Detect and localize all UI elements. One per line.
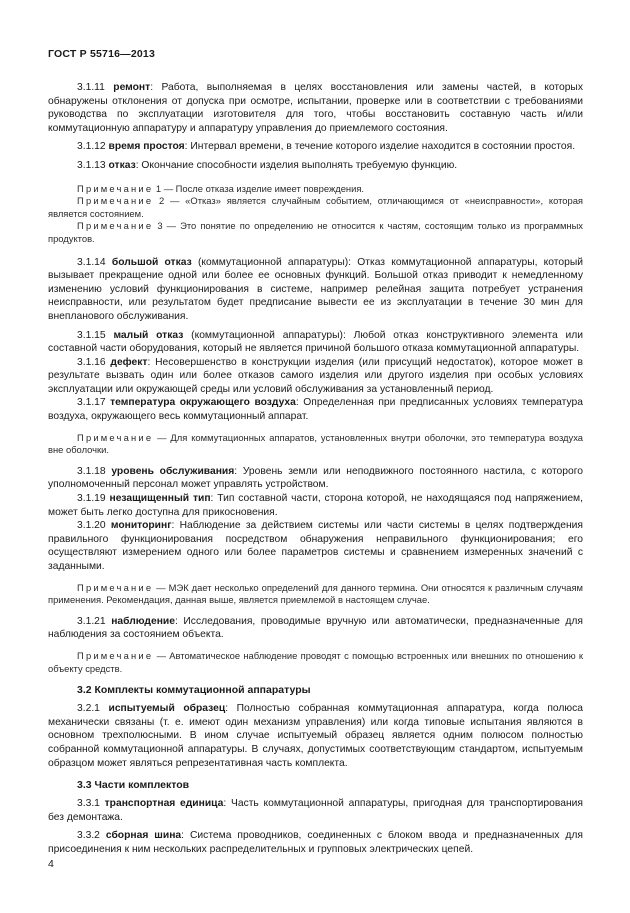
clause-number: 3.1.13 [77, 159, 109, 171]
clause-number: 3.1.18 [77, 465, 112, 477]
page-number: 4 [48, 858, 54, 870]
term: время простоя [108, 141, 185, 153]
definition: : Уровень земли или неподвижного постоянного настила, с которого уполномоченный персонал может управлять устройством. [48, 465, 583, 491]
term: сборная шина [105, 830, 182, 842]
term: мониторинг [110, 520, 172, 532]
clause-number: 3.1.16 [77, 356, 111, 368]
note-label: Примечание [77, 220, 154, 232]
document-body [48, 81, 583, 857]
definition: : Несовершенство в конструкции изделия (или присущий недостаток), которое может в результате вызвать один или более отказов самого изделия или другого изделия при особых условиях эксплуатации или окружающей среды или условий обслуживания за установленный период. [48, 356, 583, 395]
clause-3-1-19 [48, 492, 583, 519]
clause-3-3-1 [48, 797, 583, 824]
term: незащищенный тип [109, 493, 211, 505]
clause-3-1-18 [48, 465, 583, 492]
clause-number: 3.1.11 [77, 82, 114, 93]
note-text: — Для коммутационных аппаратов, установленных внутри оболочки, это температура воздуха вне оболочки. [48, 431, 583, 456]
note-label: Примечание [77, 182, 154, 194]
definition: : Интервал времени, в течение которого изделие находится в состоянии простоя. [184, 141, 576, 153]
definition: : Наблюдение за действием системы или части системы в целях подтверждения правильного функционирования посредством обнаружения неправильного функционирования; его осуществляют измерением одного или более параметров системы и сравнением измеренных значений с заданными. [48, 520, 583, 572]
note-2 [48, 195, 583, 220]
section-heading-3-2: 3.2 Комплекты коммутационной аппаратуры [77, 684, 311, 697]
note-1 [48, 183, 583, 196]
clause-number: 3.2.1 [77, 703, 109, 715]
clause-3-1-13 [48, 159, 583, 173]
term: транспортная единица [104, 798, 224, 810]
note-text: 3 — Это понятие по определению не относится к частям, состоящим только из программных продуктов. [48, 220, 583, 244]
term: температура окружающего воздуха [110, 397, 296, 409]
definition: (коммутационной аппаратуры): Отказ коммутационной аппаратуры, который вызывает прекращение одной или более ее основных функций. Большой отказ приводит к немедленному изменению условий функционирования в системе, например релейная защита потребует устранения неисправности, или результатом будет предписание вывести ее из эксплуатации в течение 30 мин для внепланового обслуживания. [48, 256, 583, 322]
term: малый отказ [113, 329, 184, 341]
note-text: — МЭК дает несколько определений для данного термина. Они относятся к различным случаям применения. Рекомендация, данная выше, является приемлемой в настоящем случае. [48, 581, 583, 606]
term: испытуемый образец [108, 703, 226, 715]
note-text: 1 — После отказа изделие имеет повреждения. [153, 182, 365, 194]
note-label: Примечание [77, 649, 154, 661]
section-heading-3-3: 3.3 Части комплектов [77, 779, 190, 792]
clause-3-1-14 [48, 256, 583, 324]
definition: : Исследования, проводимые вручную или автоматически, предназначенные для наблюдения за состоянием объекта. [48, 615, 583, 641]
definition: : Часть коммутационной аппаратуры, пригодная для транспортирования без демонтажа. [48, 798, 583, 823]
clause-3-2-1 [48, 702, 583, 770]
note-ambient [48, 432, 583, 457]
note-text: — Автоматическое наблюдение проводят с помощью встроенных или внешних по отношению к объекту средств. [48, 649, 583, 674]
note-label: Примечание [77, 195, 154, 207]
term: наблюдение [111, 615, 175, 627]
clause-number: 3.1.19 [77, 493, 110, 505]
definition: (коммутационной аппаратуры): Любой отказ конструктивного элемента или составной части оборудования, который не является причиной большого отказа коммутационной аппаратуры. [48, 329, 583, 355]
clause-3-1-15 [48, 329, 583, 356]
term: уровень обслуживания [111, 465, 235, 477]
definition: : Тип составной части, сторона которой, не находящаяся под напряжением, может быть легко доступна для прикосновения. [48, 493, 583, 518]
note-iec [48, 582, 583, 607]
term: дефект [110, 356, 148, 368]
definition: : Работа, выполняемая в целях восстановления или замены частей, в которых обнаружены отклонения от допуска при осмотре, испытании, проверке или в соответствии с требованиями руководства по эксплуатации изготовителя для того, чтобы восстановить составную часть и/или коммутационную аппаратуру и аппаратуру управления до приемлемого состояния. [48, 82, 583, 134]
clause-number: 3.3.1 [77, 798, 105, 810]
note-label: Примечание [77, 431, 154, 443]
clause-number: 3.1.12 [77, 141, 109, 153]
clause-3-3-2 [48, 829, 583, 856]
clause-number: 3.1.15 [77, 329, 114, 341]
clause-3-1-17 [48, 396, 583, 423]
clause-number: 3.1.17 [77, 397, 111, 409]
definition: : Полностью собранная коммутационная аппаратура, когда полюса механически связаны (т. е. имеют один механизм управления) или когда типовые испытания являются в основном трехполюсными. В ином случае испытуемый образец является одним полюсом полностью собранной коммутационной аппаратуры. В случаях, допустимых соответствующим стандартом, испытуемым образцом может являться репрезентативная часть комплекта. [48, 703, 583, 769]
clause-3-1-11 [48, 81, 583, 135]
note-3 [48, 220, 583, 245]
clause-3-1-20 [48, 519, 583, 573]
term: ремонт [113, 82, 151, 93]
clause-3-1-21 [48, 615, 583, 642]
definition: : Система проводников, соединенных с блоком ввода и предназначенных для присоединения к ним нескольких распределительных и групповых электрических цепей. [48, 830, 583, 855]
note-auto-observation [48, 650, 583, 675]
clause-number: 3.1.14 [77, 256, 112, 268]
clause-number: 3.3.2 [77, 830, 106, 842]
page-header: ГОСТ Р 55716—2013 [48, 48, 156, 60]
note-text: 2 — «Отказ» является случайным событием, отличающимся от «неисправности», которая является состоянием. [48, 195, 583, 219]
term: отказ [108, 159, 136, 171]
clause-3-1-12 [48, 140, 583, 154]
definition: : Окончание способности изделия выполнять требуемую функцию. [135, 159, 458, 171]
clause-3-1-16 [48, 356, 583, 397]
clause-number: 3.1.20 [77, 520, 111, 532]
clause-number: 3.1.21 [77, 615, 112, 627]
term: большой отказ [111, 256, 192, 268]
definition: : Определенная при предписанных условиях температура воздуха, окружающего весь коммутационный аппарат. [48, 397, 583, 423]
note-label: Примечание [77, 581, 154, 593]
